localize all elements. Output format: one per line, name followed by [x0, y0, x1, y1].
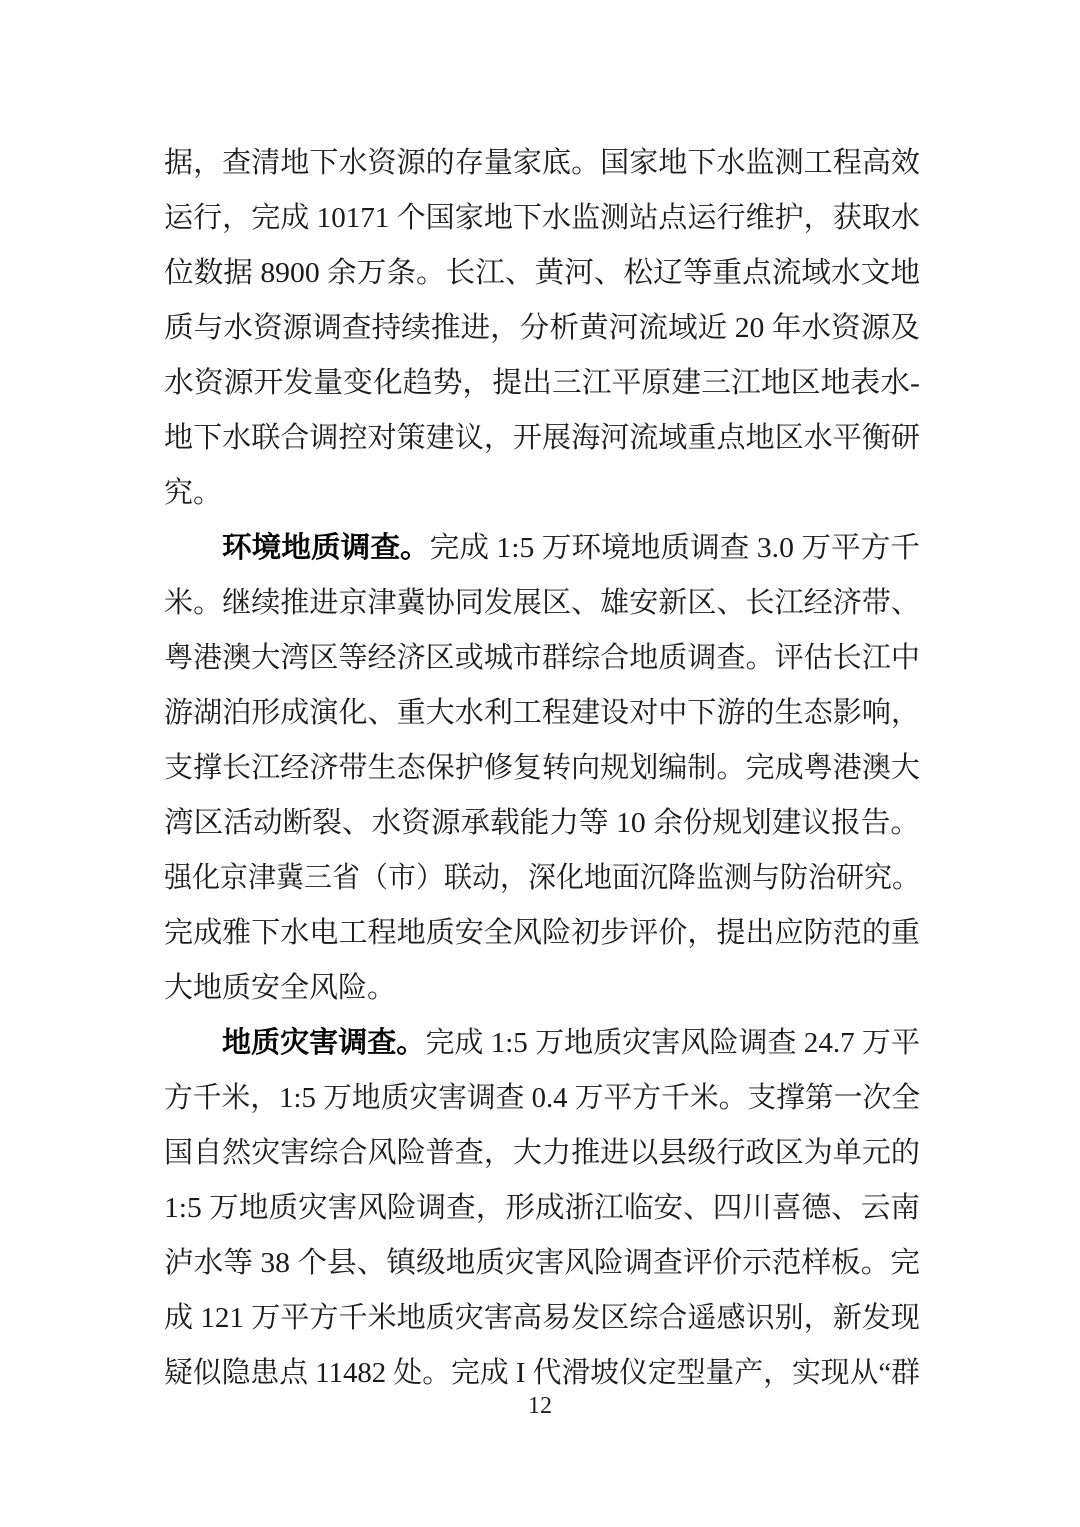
line-text: 强化京津冀三省（市）联动，深化地面沉降监测与防治研究。: [164, 862, 920, 894]
text-line: [164, 796, 920, 851]
line-text: 湾区活动断裂、水资源承载能力等 10 余份规划建议报告。: [164, 807, 921, 839]
text-line: [164, 136, 920, 191]
line-text: 水资源开发量变化趋势，提出三江平原建三江地区地表水-: [164, 367, 920, 399]
line-text: 米。继续推进京津冀协同发展区、雄安新区、长江经济带、: [164, 587, 921, 619]
section-heading-environmental-geology: 环境地质调查。: [222, 532, 430, 564]
text-line: [164, 466, 920, 521]
line-text: 完成 1:5 万地质灾害风险调查 24.7 万平: [425, 1027, 920, 1059]
page-text: [164, 136, 920, 1401]
line-text: 据，查清地下水资源的存量家底。国家地下水监测工程高效: [164, 147, 921, 179]
text-line: [164, 1016, 920, 1071]
line-text: 完成 1:5 万环境地质调查 3.0 万平方千: [429, 532, 921, 564]
text-line: [164, 851, 920, 906]
line-text: 疑似隐患点 11482 处。完成 I 代滑坡仪定型量产，实现从“群: [164, 1357, 920, 1389]
text-line: [164, 906, 920, 961]
text-line: [164, 686, 920, 741]
text-line: [164, 301, 920, 356]
line-text: 质与水资源调查持续推进，分析黄河流域近 20 年水资源及: [164, 312, 921, 344]
section-heading-geohazard: 地质灾害调查。: [222, 1027, 426, 1059]
text-line: [164, 741, 920, 796]
line-text: 粤港澳大湾区等经济区或城市群综合地质调查。评估长江中: [164, 642, 921, 674]
text-line: [164, 246, 920, 301]
text-line: [164, 1071, 920, 1126]
line-text: 大地质安全风险。: [164, 972, 397, 1004]
text-line: [164, 961, 920, 1016]
text-line: [164, 1236, 920, 1291]
text-line: [164, 1126, 920, 1181]
line-text: 支撑长江经济带生态保护修复转向规划编制。完成粤港澳大: [164, 752, 921, 784]
text-line: [164, 521, 920, 576]
line-text: 运行，完成 10171 个国家地下水监测站点运行维护，获取水: [164, 202, 921, 234]
line-text: 位数据 8900 余万条。长江、黄河、松辽等重点流域水文地: [164, 257, 921, 289]
line-text: 泸水等 38 个县、镇级地质灾害风险调查评价示范样板。完: [164, 1247, 921, 1279]
text-line: [164, 411, 920, 466]
text-line: [164, 1291, 920, 1346]
line-text: 成 121 万平方千米地质灾害高易发区综合遥感识别，新发现: [164, 1302, 921, 1334]
text-line: [164, 631, 920, 686]
text-line: [164, 356, 920, 411]
text-line: [164, 576, 920, 631]
line-text: 完成雅下水电工程地质安全风险初步评价，提出应防范的重: [164, 917, 921, 949]
text-line: [164, 1181, 920, 1236]
line-text: 游湖泊形成演化、重大水利工程建设对中下游的生态影响，: [164, 697, 921, 729]
line-text: 究。: [164, 477, 223, 509]
line-text: 国自然灾害综合风险普查，大力推进以县级行政区为单元的: [164, 1137, 921, 1169]
line-text: 地下水联合调控对策建议，开展海河流域重点地区水平衡研: [164, 422, 921, 454]
page-number: 12: [528, 1393, 552, 1419]
text-line: [164, 191, 920, 246]
line-text: 方千米，1:5 万地质灾害调查 0.4 万平方千米。支撑第一次全: [164, 1082, 920, 1114]
line-text: 1:5 万地质灾害风险调查，形成浙江临安、四川喜德、云南: [164, 1192, 920, 1224]
